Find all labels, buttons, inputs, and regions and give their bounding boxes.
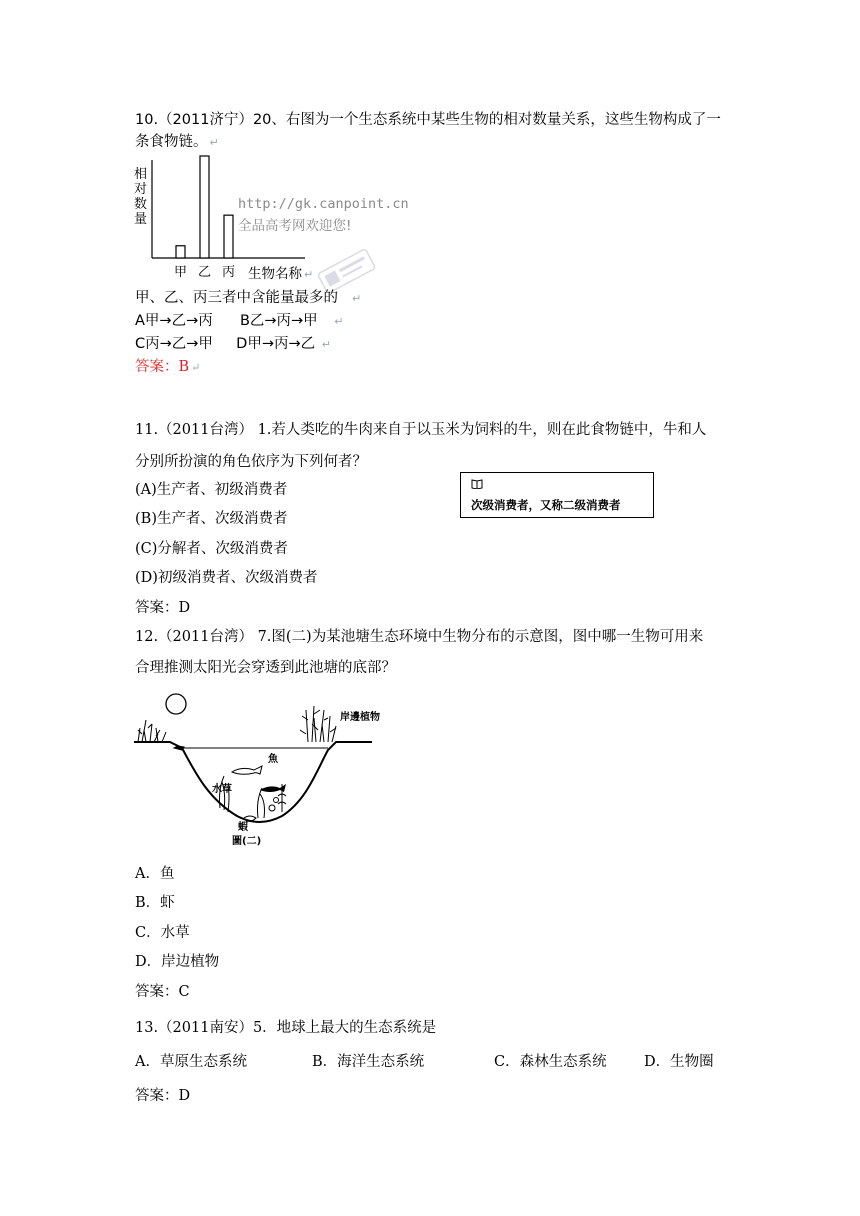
category-label: 丙 (222, 265, 236, 280)
q13-line1: 13.（2011南安）5．地球上最大的生态系统是 (135, 1020, 437, 1036)
q10-option-b: B乙→丙→甲 (239, 313, 318, 329)
category-label: 甲 (174, 265, 188, 280)
paragraph-mark-icon: ↵ (191, 361, 201, 374)
q10-option-d: D甲→丙→乙 (236, 336, 316, 352)
watermark-url: http://gk.canpoint.cn (238, 196, 409, 212)
q10-options-row1 (135, 309, 344, 330)
q12-option-b: B．虾 (135, 895, 175, 911)
bar-1 (176, 246, 185, 258)
bar-3 (224, 215, 233, 258)
sun-icon (166, 694, 186, 714)
q10-option-a: A甲→乙→丙 (135, 313, 213, 329)
chart-xlabel: 生物名称 ↵ (248, 266, 314, 282)
q11-line1: 11.（2011台湾） 1.若人类吃的牛肉来自于以玉米为饲料的牛，则在此食物链中，牛和人 (135, 422, 707, 438)
q10-option-c: C丙→乙→甲 (135, 336, 213, 352)
chart-ylabel: 相对数量 (134, 167, 148, 227)
shore-plants-right-icon (300, 706, 336, 742)
q11-answer: 答案：D (135, 600, 191, 616)
q10-answer: 答案：B ↵ (135, 359, 201, 375)
fish-icon (232, 766, 286, 792)
q13-option-a: A．草原生态系统 (135, 1054, 247, 1070)
paragraph-mark-icon: ↵ (352, 292, 362, 305)
label-fish: 魚 (268, 754, 278, 765)
q12-line2: 合理推测太阳光会穿透到此池塘的底部？ (135, 660, 396, 676)
q12-option-d: D．岸边植物 (135, 954, 220, 970)
q11-line2: 分别所扮演的角色依序为下列何者？ (135, 454, 367, 470)
book-icon (471, 479, 483, 489)
watermark-text: 全品高考网欢迎您! (238, 218, 352, 234)
q10-line1: 10.（2011济宁）20、右图为一个生态系统中某些生物的相对数量关系，这些生物构成了一 (135, 112, 721, 128)
q11-option-a: (A)生产者、初级消费者 (135, 482, 288, 498)
q10-line2: 条食物链。 ↵ (135, 134, 219, 150)
pond-diagram (132, 690, 392, 850)
paragraph-mark-icon: ↵ (334, 315, 344, 328)
q13-answer: 答案：D (135, 1088, 191, 1104)
q13-option-d: D．生物圈 (644, 1054, 714, 1070)
bar-2 (200, 156, 209, 258)
q12-option-a: A．鱼 (135, 866, 175, 882)
q10-question: 甲、乙、丙三者中含能量最多的 ↵ (135, 290, 362, 306)
q11-option-b: (B)生产者、次级消费者 (135, 511, 288, 527)
paragraph-mark-icon: ↵ (209, 136, 219, 149)
paragraph-mark-icon: ↵ (304, 268, 314, 281)
q13-option-c: C．森林生态系统 (494, 1054, 607, 1070)
tip-text: 次级消费者，又称二级消费者 (471, 498, 621, 512)
q10-options-row2 (135, 332, 331, 353)
label-shore-plants: 岸邊植物 (340, 712, 380, 723)
q11-option-d: (D)初级消费者、次级消费者 (135, 570, 318, 586)
tip-box (460, 472, 654, 518)
figure-caption: 圖(二) (232, 836, 262, 847)
label-shrimp: 蝦 (238, 822, 248, 833)
q12-answer: 答案：C (135, 984, 190, 1000)
q12-line1: 12.（2011台湾） 7.图(二)为某池塘生态环境中生物分布的示意图，图中哪一生物可用来 (135, 629, 704, 645)
q12-option-c: C．水草 (135, 925, 190, 941)
category-label: 乙 (198, 265, 212, 280)
q11-option-c: (C)分解者、次级消费者 (135, 541, 288, 557)
paragraph-mark-icon: ↵ (321, 338, 331, 351)
q13-option-b: B．海洋生态系统 (312, 1054, 425, 1070)
label-water-grass: 水草 (212, 784, 232, 795)
